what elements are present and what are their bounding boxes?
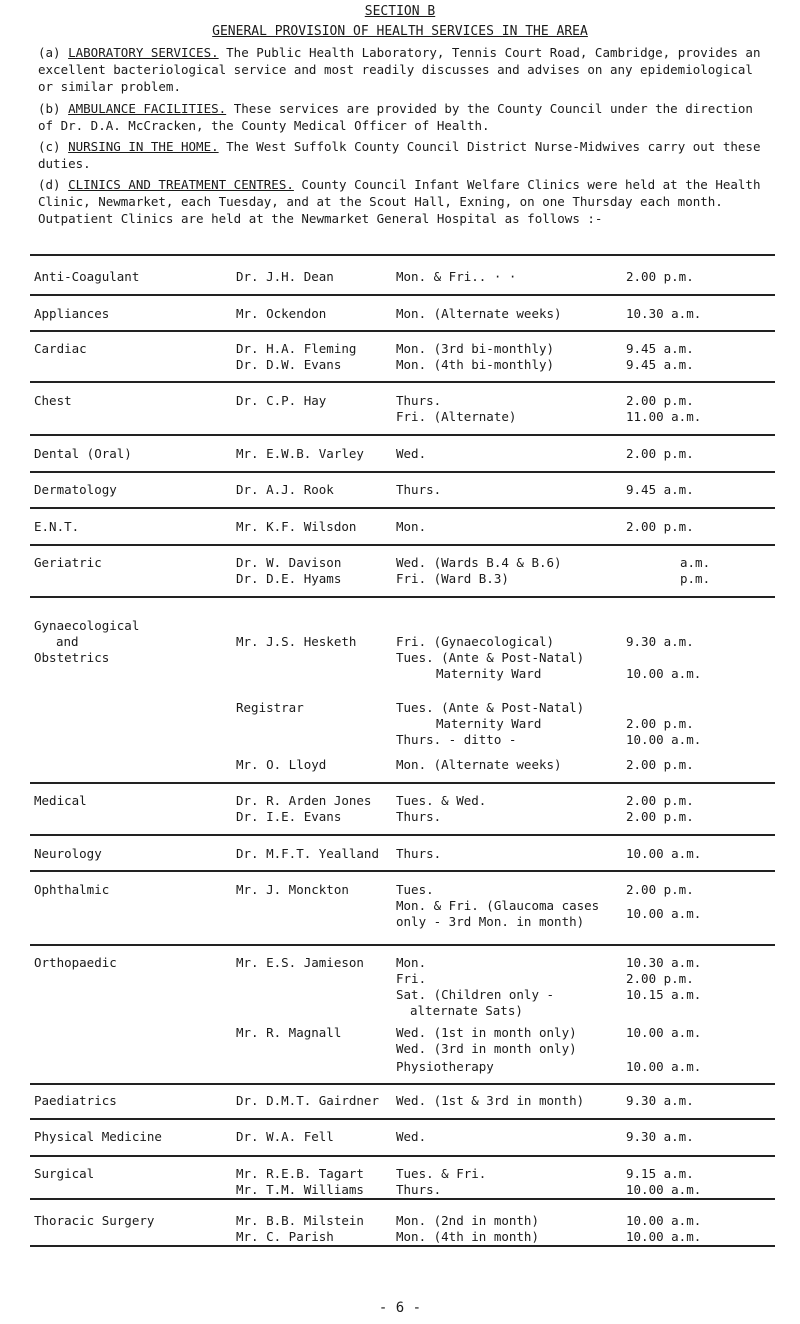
clinic-time: 10.00 a.m. [626, 1213, 702, 1228]
paragraph-ambulance: (b) AMBULANCE FACILITIES. These services are provided by the County Council under the direction of Dr. D.A. McCracken, the County Medical Officer of Health. [38, 101, 753, 133]
clinic-time: 10.00 a.m. [626, 1059, 702, 1074]
clinic-time: 10.00 a.m. [626, 732, 702, 747]
table-rule [30, 782, 775, 784]
clinic-doctor: Mr. O. Lloyd [236, 757, 327, 772]
clinic-day: Physiotherapy [396, 1059, 494, 1074]
clinic-day: Mon. (2nd in month) [396, 1213, 539, 1228]
table-rule [30, 1118, 775, 1120]
clinic-doctor: Dr. J.H. Dean [236, 269, 334, 284]
clinic-time: 10.00 a.m. [626, 846, 702, 861]
table-rule [30, 434, 775, 436]
clinic-doctor: Mr. J. Monckton [236, 882, 349, 897]
clinic-time: 2.00 p.m. [626, 809, 694, 824]
clinic-time: 2.00 p.m. [626, 393, 694, 408]
clinic-doctor: Dr. C.P. Hay [236, 393, 327, 408]
clinic-day: Mon. (Alternate weeks) [396, 306, 562, 321]
clinic-doctor: Mr. Ockendon [236, 306, 327, 321]
clinic-day: Mon. & Fri. (Glaucoma cases [396, 898, 600, 913]
table-rule [30, 834, 775, 836]
clinic-day: Wed. [396, 1129, 427, 1144]
page-title: GENERAL PROVISION OF HEALTH SERVICES IN THE AREA [212, 24, 588, 39]
table-rule [30, 254, 775, 256]
clinic-name: and [56, 634, 79, 649]
clinic-day: Tues. (Ante & Post-Natal) [396, 650, 585, 665]
paragraph-laboratory: (a) LABORATORY SERVICES. The Public Health Laboratory, Tennis Court Road, Cambridge, provides an excellent bacteriological service and most readily discusses and advises on any epidemiological or similar problem. [38, 45, 761, 94]
clinic-name: Anti-Coagulant [34, 269, 140, 284]
paragraph-nursing: (c) NURSING IN THE HOME. The West Suffolk County Council District Nurse-Midwives carry out these duties. [38, 139, 761, 171]
clinic-name: Medical [34, 793, 87, 808]
clinic-time: 10.00 a.m. [626, 1229, 702, 1244]
clinic-time: 9.15 a.m. [626, 1166, 694, 1181]
clinic-day: Mon. [396, 955, 427, 970]
clinic-day: Fri. (Ward B.3) [396, 571, 509, 586]
table-rule [30, 1198, 775, 1200]
clinic-doctor: Dr. I.E. Evans [236, 809, 342, 824]
clinic-day: Fri. (Alternate) [396, 409, 517, 424]
clinic-doctor: Dr. H.A. Fleming [236, 341, 357, 356]
clinic-day: Tues. [396, 882, 434, 897]
clinic-time: 2.00 p.m. [626, 519, 694, 534]
clinic-day: Thurs. [396, 846, 442, 861]
clinic-day: Thurs. [396, 1182, 442, 1197]
clinic-time: 2.00 p.m. [626, 716, 694, 731]
clinic-day: Fri. (Gynaecological) [396, 634, 555, 649]
clinic-doctor: Mr. E.S. Jamieson [236, 955, 364, 970]
clinic-name: Physical Medicine [34, 1129, 162, 1144]
table-rule [30, 1155, 775, 1157]
clinic-day: Wed. (Wards B.4 & B.6) [396, 555, 562, 570]
clinic-day: Tues. & Wed. [396, 793, 487, 808]
clinic-name: Surgical [34, 1166, 95, 1181]
clinic-day: Wed. (1st in month only) [396, 1025, 577, 1040]
clinic-time: 10.30 a.m. [626, 306, 702, 321]
clinic-day: Mon. [396, 519, 427, 534]
clinic-name: Chest [34, 393, 72, 408]
clinic-name: Ophthalmic [34, 882, 110, 897]
clinic-day: only - 3rd Mon. in month) [396, 914, 585, 929]
clinic-day: Tues. (Ante & Post-Natal) [396, 700, 585, 715]
clinic-day: Thurs. [396, 809, 442, 824]
clinic-day: Mon. (4th bi-monthly) [396, 357, 555, 372]
clinic-doctor: Dr. D.E. Hyams [236, 571, 342, 586]
section-title: SECTION B [364, 4, 436, 19]
clinic-time: 11.00 a.m. [626, 409, 702, 424]
clinic-doctor: Dr. R. Arden Jones [236, 793, 372, 808]
clinic-doctor: Dr. D.M.T. Gairdner [236, 1093, 379, 1108]
clinic-name: Geriatric [34, 555, 102, 570]
clinic-doctor: Mr. J.S. Hesketh [236, 634, 357, 649]
table-rule [30, 944, 775, 946]
clinic-time: 10.00 a.m. [626, 906, 702, 921]
clinic-doctor: Dr. M.F.T. Yealland [236, 846, 379, 861]
clinic-time: 2.00 p.m. [626, 793, 694, 808]
clinic-name: E.N.T. [34, 519, 80, 534]
clinic-day: Mon. (4th in month) [396, 1229, 539, 1244]
clinic-time: 9.30 a.m. [626, 1093, 694, 1108]
clinic-name: Obstetrics [34, 650, 110, 665]
clinic-doctor: Mr. C. Parish [236, 1229, 334, 1244]
clinic-time: 2.00 p.m. [626, 446, 694, 461]
clinic-day: Thurs. [396, 482, 442, 497]
clinic-name: Cardiac [34, 341, 87, 356]
clinic-day: Maternity Ward [436, 666, 542, 681]
clinic-time: 10.15 a.m. [626, 987, 702, 1002]
clinic-time: 10.00 a.m. [626, 1025, 702, 1040]
clinic-day: Mon. (Alternate weeks) [396, 757, 562, 772]
clinic-time: 2.00 p.m. [626, 757, 694, 772]
clinic-doctor: Mr. R. Magnall [236, 1025, 342, 1040]
clinic-time: 2.00 p.m. [626, 882, 694, 897]
clinic-time: 9.45 a.m. [626, 341, 694, 356]
clinic-time: 9.45 a.m. [626, 357, 694, 372]
clinic-time: 10.00 a.m. [626, 666, 702, 681]
clinic-doctor: Registrar [236, 700, 304, 715]
clinic-name: Gynaecological [34, 618, 140, 633]
clinic-doctor: Dr. W.A. Fell [236, 1129, 334, 1144]
table-rule [30, 870, 775, 872]
table-rule [30, 507, 775, 509]
clinic-name: Dermatology [34, 482, 117, 497]
clinic-doctor: Mr. K.F. Wilsdon [236, 519, 357, 534]
clinic-day: Wed. (1st & 3rd in month) [396, 1093, 585, 1108]
clinic-name: Paediatrics [34, 1093, 117, 1108]
table-rule [30, 294, 775, 296]
clinic-doctor: Mr. T.M. Williams [236, 1182, 364, 1197]
clinic-day: Maternity Ward [436, 716, 542, 731]
clinic-time: 9.30 a.m. [626, 634, 694, 649]
paragraph-clinics: (d) CLINICS AND TREATMENT CENTRES. County Council Infant Welfare Clinics were held at the Health Clinic, Newmarket, each Tuesday, and at the Scout Hall, Exning, on one Thursday each month. Outpatient Clinics are held at the Newmarket General Hospital as follows :- [38, 177, 761, 226]
table-rule [30, 596, 775, 598]
clinic-doctor: Dr. D.W. Evans [236, 357, 342, 372]
clinic-time: 9.45 a.m. [626, 482, 694, 497]
clinic-time: p.m. [680, 571, 711, 586]
clinic-time: a.m. [680, 555, 711, 570]
clinic-day: Mon. (3rd bi-monthly) [396, 341, 555, 356]
clinic-doctor: Mr. E.W.B. Varley [236, 446, 364, 461]
clinic-day: Thurs. [396, 393, 442, 408]
table-rule [30, 330, 775, 332]
clinic-time: 10.00 a.m. [626, 1182, 702, 1197]
clinic-name: Orthopaedic [34, 955, 117, 970]
table-rule [30, 1245, 775, 1247]
clinic-doctor: Dr. W. Davison [236, 555, 342, 570]
table-rule [30, 381, 775, 383]
clinic-name: Dental (Oral) [34, 446, 132, 461]
clinic-doctor: Dr. A.J. Rook [236, 482, 334, 497]
clinic-name: Neurology [34, 846, 102, 861]
page-number: - 6 - [378, 1300, 422, 1316]
clinic-doctor: Mr. B.B. Milstein [236, 1213, 364, 1228]
table-rule [30, 471, 775, 473]
clinic-day: Mon. & Fri.. · · [396, 269, 517, 284]
table-rule [30, 1083, 775, 1085]
clinic-day: Tues. & Fri. [396, 1166, 487, 1181]
table-rule [30, 544, 775, 546]
clinic-time: 10.30 a.m. [626, 955, 702, 970]
clinic-name: Thoracic Surgery [34, 1213, 155, 1228]
clinic-day: alternate Sats) [410, 1003, 523, 1018]
clinic-day: Wed. [396, 446, 427, 461]
clinic-day: Sat. (Children only - [396, 987, 555, 1002]
clinic-doctor: Mr. R.E.B. Tagart [236, 1166, 364, 1181]
clinic-time: 9.30 a.m. [626, 1129, 694, 1144]
clinic-time: 2.00 p.m. [626, 269, 694, 284]
clinic-day: Fri. [396, 971, 427, 986]
clinic-time: 2.00 p.m. [626, 971, 694, 986]
clinic-name: Appliances [34, 306, 110, 321]
clinic-day: Thurs. - ditto - [396, 732, 517, 747]
clinic-day: Wed. (3rd in month only) [396, 1041, 577, 1056]
